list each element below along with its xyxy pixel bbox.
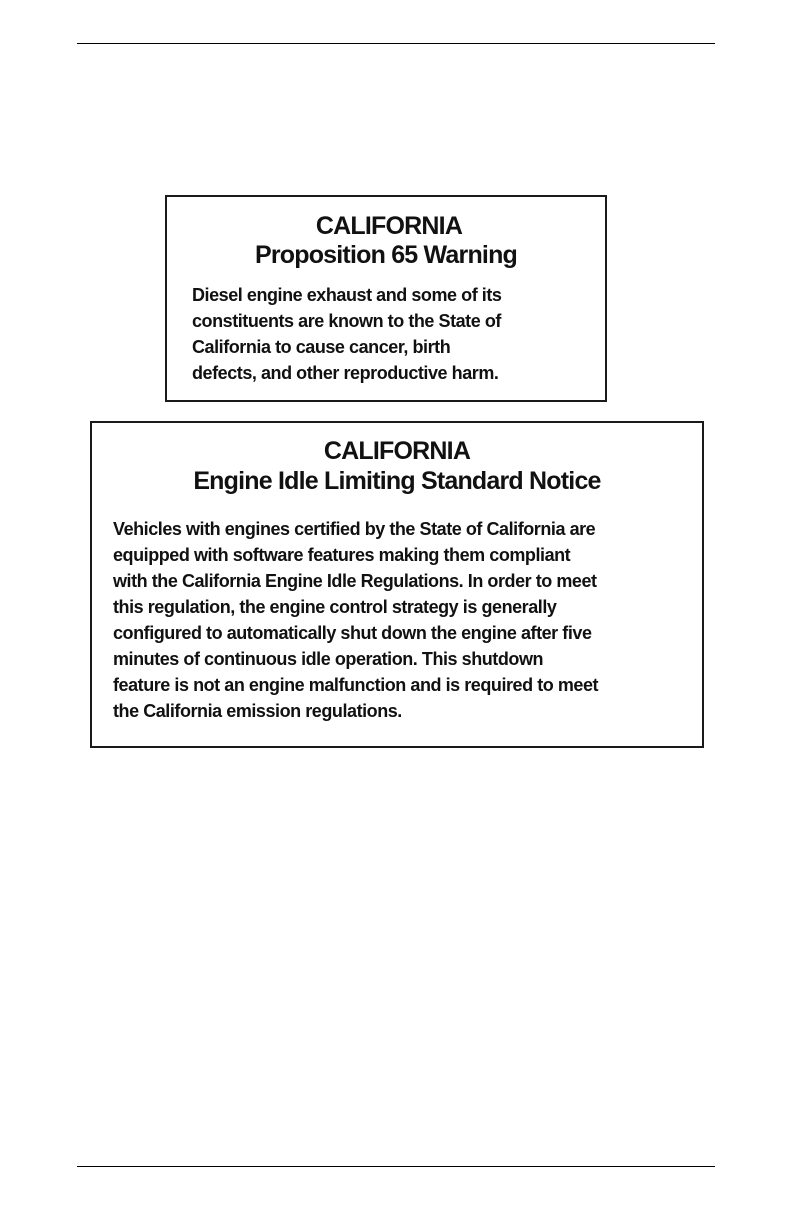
idle-body-line: with the California Engine Idle Regulations. In order to meet [113, 571, 597, 591]
idle-state-heading: CALIFORNIA [323, 437, 471, 465]
footer-rule [77, 1166, 715, 1167]
prop65-body-line: California to cause cancer, birth [192, 337, 451, 357]
prop65-body [192, 282, 592, 386]
prop65-body-line: defects, and other reproductive harm. [192, 363, 499, 383]
idle-limiting-notice-label [90, 421, 704, 748]
idle-body-line: minutes of continuous idle operation. This shutdown [113, 649, 544, 669]
prop65-warning-label [165, 195, 607, 402]
idle-body [113, 516, 693, 724]
idle-body-line: equipped with software features making them compliant [113, 545, 571, 565]
header-rule [77, 43, 715, 44]
idle-body-line: configured to automatically shut down the engine after five [113, 623, 592, 643]
idle-body-line: this regulation, the engine control strategy is generally [113, 597, 557, 617]
prop65-body-line: Diesel engine exhaust and some of its [192, 285, 502, 305]
prop65-title: Proposition 65 Warning [254, 241, 518, 269]
prop65-body-line: constituents are known to the State of [192, 311, 501, 331]
idle-body-line: the California emission regulations. [113, 701, 402, 721]
prop65-state-heading: CALIFORNIA [315, 212, 463, 240]
idle-body-line: Vehicles with engines certified by the State of California are [113, 519, 596, 539]
idle-title: Engine Idle Limiting Standard Notice [193, 467, 601, 495]
idle-body-line: feature is not an engine malfunction and is required to meet [113, 675, 599, 695]
